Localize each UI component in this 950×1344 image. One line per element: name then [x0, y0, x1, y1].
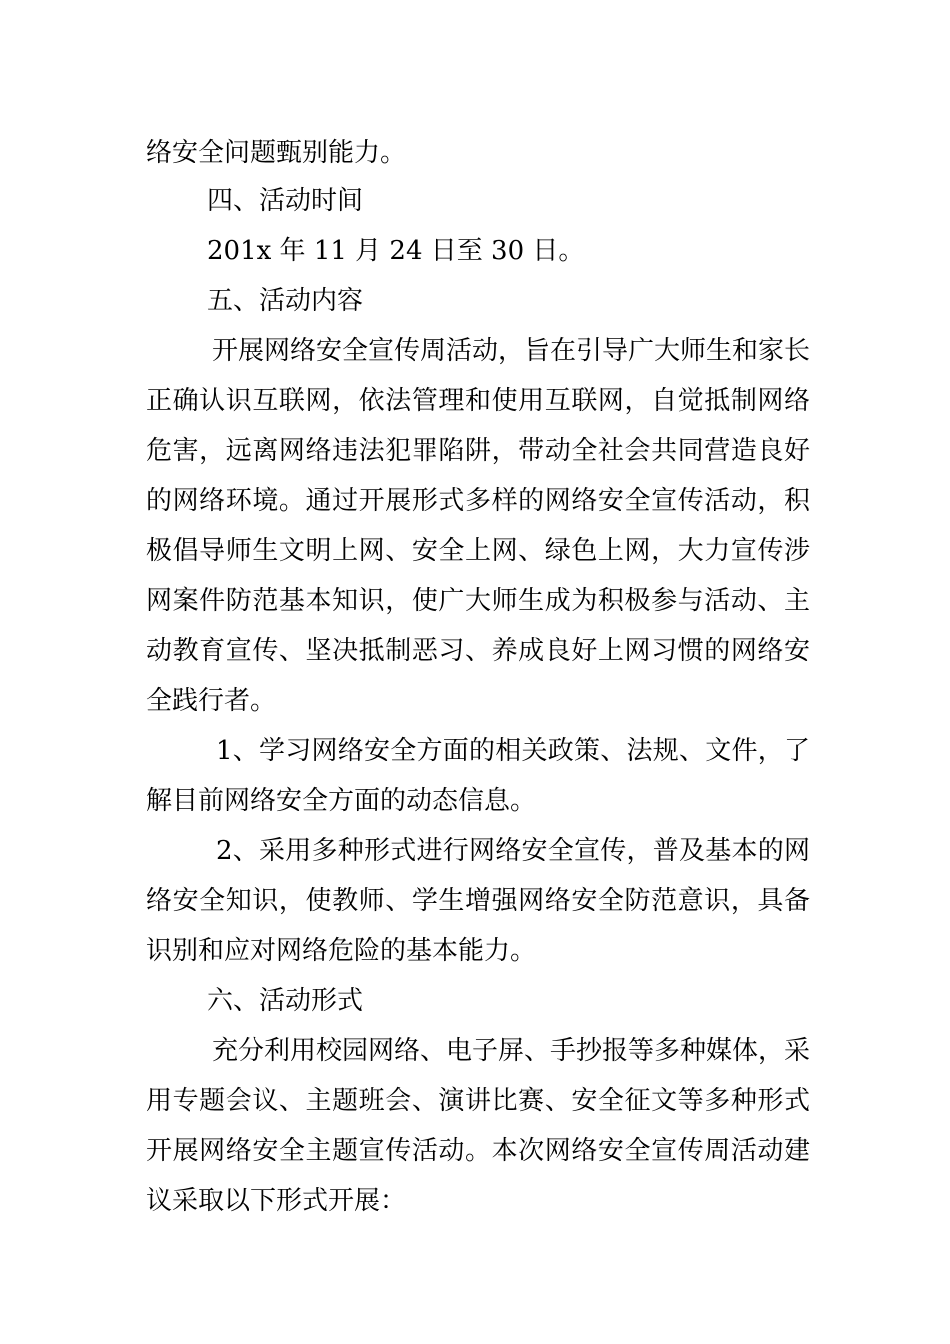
section-heading-format: 六、活动形式	[207, 986, 364, 1016]
paragraph-line: 络安全问题甄别能力。	[146, 138, 407, 168]
list-item-1-line: 解目前网络安全方面的动态信息。	[146, 786, 537, 816]
paragraph-line: 议采取以下形式开展：	[146, 1186, 407, 1216]
list-item-1-line: 1、学习网络安全方面的相关政策、法规、文件，了	[216, 736, 810, 766]
paragraph-line: 的网络环境。通过开展形式多样的网络安全宣传活动，积	[146, 486, 810, 516]
section-heading-content: 五、活动内容	[207, 286, 364, 316]
paragraph-line: 全践行者。	[146, 686, 277, 716]
paragraph-line: 正确认识互联网，依法管理和使用互联网，自觉抵制网络	[146, 386, 810, 416]
paragraph-line: 开展网络安全宣传周活动，旨在引导广大师生和家长	[212, 336, 811, 366]
paragraph-line: 用专题会议、主题班会、演讲比赛、安全征文等多种形式	[146, 1086, 810, 1116]
paragraph-line: 极倡导师生文明上网、安全上网、绿色上网，大力宣传涉	[146, 536, 810, 566]
paragraph-line: 充分利用校园网络、电子屏、手抄报等多种媒体，采	[212, 1036, 811, 1066]
paragraph-line: 开展网络安全主题宣传活动。本次网络安全宣传周活动建	[146, 1136, 810, 1166]
paragraph-line: 危害，远离网络违法犯罪陷阱，带动全社会共同营造良好	[146, 436, 810, 466]
paragraph-line: 网案件防范基本知识，使广大师生成为积极参与活动、主	[146, 586, 810, 616]
list-item-2-line: 识别和应对网络危险的基本能力。	[146, 936, 537, 966]
paragraph-line: 动教育宣传、坚决抵制恶习、养成良好上网习惯的网络安	[146, 636, 810, 666]
list-item-2-line: 2、采用多种形式进行网络安全宣传，普及基本的网	[216, 836, 810, 866]
activity-date-line: 201x 年 11 月 24 日至 30 日。	[207, 236, 585, 266]
section-heading-time: 四、活动时间	[207, 186, 364, 216]
list-item-2-line: 络安全知识，使教师、学生增强网络安全防范意识，具备	[146, 886, 810, 916]
